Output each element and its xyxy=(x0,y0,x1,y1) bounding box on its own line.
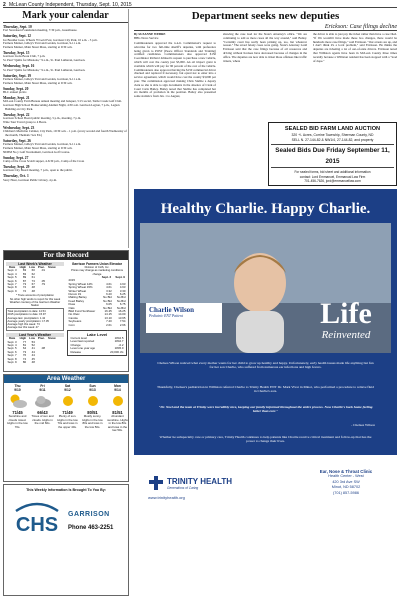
table-cell: 48 xyxy=(31,288,35,293)
story-col2-text: showing the case load for the State's Attorney's office. "We are continuing to add as more cases all the way around," said Bailey. "Certainly court has really been picking up, too, but whatever reason." The saved felony cases were going. State's Attorney Ladd Erickson said that the case filings because of oil resources and driving without licenses have decreased because of changes in the office. The deputies are now able to ticket those offenses like traffic tickets, where xyxy=(223,33,307,63)
weather-description: Abundant sunshine. Highs in the low 80s and lows in the low 50s. xyxy=(107,414,128,432)
ad-footer xyxy=(134,455,397,596)
table-header: Low xyxy=(29,336,35,341)
table-cell: 4.61 xyxy=(106,281,112,286)
table-cell: Winter Wheat xyxy=(68,288,87,293)
table-cell: 83 xyxy=(22,268,27,273)
table-cell: 48 xyxy=(31,360,35,365)
sun-icon xyxy=(83,393,103,409)
calendar-event: Fort Stevenson Foundation meeting, 7:30 p.m., Guesthouse. xyxy=(3,28,78,33)
for-the-record-box xyxy=(3,250,129,372)
tagline-life: Life xyxy=(320,297,372,330)
lake-level-title: Lake Level xyxy=(86,331,108,337)
auction-info: For sealed forms, bid sheet and additional information xyxy=(294,170,371,175)
table-cell: 7.54 xyxy=(119,319,126,324)
page-number: 2 xyxy=(3,2,6,8)
precip-line: Average yearly precipitation: 17.05 xyxy=(7,319,49,323)
lake-level-table xyxy=(69,337,125,354)
table-cell: 2.66 xyxy=(119,322,126,327)
table-cell: Durum #1 xyxy=(68,291,82,296)
calendar-event: Garrison High School Homecoming Alumni Night, 4:30 a.m. Garrison Legion, 7 p.m., Legion Building on City Park. xyxy=(3,102,120,111)
weather-dow: Thu xyxy=(14,384,21,388)
calendar-event: St. Paul "Quilts for Missions," 9 a.m., St. Paul Lutheran, Garrison. xyxy=(3,58,86,63)
table-cell: Sept. 7 xyxy=(7,282,17,287)
tagline-reinvented: Reinvented xyxy=(321,329,371,341)
table-cell: 62 xyxy=(31,271,35,276)
calendar-column xyxy=(3,9,129,248)
table-header: Snow xyxy=(47,265,56,269)
calendar-day: Tuesday, Sept. 29 xyxy=(3,165,30,170)
table-cell: No Bid xyxy=(116,298,126,303)
table-cell: 45 xyxy=(31,356,35,361)
table-cell: -0.2 xyxy=(118,342,124,347)
table-cell: 4.63 xyxy=(119,281,126,286)
table-cell xyxy=(36,290,46,293)
table-cell: 6.75 xyxy=(119,302,126,307)
weather-day xyxy=(105,384,130,480)
precip-summary xyxy=(6,308,64,331)
weather-dow: Mon xyxy=(114,384,121,388)
last-year-title: Last Year's Weather xyxy=(6,333,64,337)
table-cell: No Bid xyxy=(116,295,126,300)
table-cell: Sept. 5 xyxy=(7,275,17,280)
table-cell: Feed Barley xyxy=(68,298,85,303)
calendar-day: Saturday, Sept. 26 xyxy=(3,138,31,143)
table-cell: 77 xyxy=(22,339,27,344)
cross-icon xyxy=(148,475,164,491)
weather-description: Times of sun and clouds. Highs in the mid 60s. xyxy=(31,414,54,425)
last-week-title: Last Week's Weather xyxy=(6,262,64,266)
calendar-event: Farmers Market, Main Street Mass, starting at 9:30 a.m. xyxy=(3,146,73,150)
calendar-event: Garrison City Board meeting, 7 p.m., open to the public. xyxy=(3,168,73,173)
calendar-day: Sunday, Sept. 27 xyxy=(3,155,29,160)
table-header: Date xyxy=(8,336,16,341)
sponsor-box xyxy=(3,484,129,596)
elevator-title: Garrison Farmers Union Elevator xyxy=(71,262,123,266)
calendar-event: Garrison School Board public meeting, 5 p.m., meeting, 7 p.m. xyxy=(3,116,82,121)
clinic-line: (701) 857-5986 xyxy=(333,490,359,495)
table-cell: 3.30 xyxy=(119,288,126,293)
weather-note: No other high winds to report for this week xyxy=(9,297,61,301)
table-header: Prec. xyxy=(37,265,45,269)
calendar-day: Wednesday, Sept. 23 xyxy=(3,125,35,130)
weather-description: Mostly sunny. Highs in the low 80s and lows in the low 50s. xyxy=(82,414,103,429)
svg-text:CHS: CHS xyxy=(15,514,59,536)
table-cell: 48 xyxy=(31,285,35,290)
weather-temps: 80/51 xyxy=(87,410,98,415)
table-cell xyxy=(46,361,57,364)
ad-headline: Healthy Charlie. Happy Charlie. xyxy=(160,201,371,217)
calendar-event: BLC annual picnic. xyxy=(3,89,28,94)
calendar-event: Ice Boulder Gass, Wheels 'N Gold Fest, Garrison City Park, 10 a.m. - 3 p.m. xyxy=(3,37,98,42)
table-cell: Sept. 7 xyxy=(7,353,17,358)
clinic-address xyxy=(302,469,390,496)
table-cell: No Bid xyxy=(103,298,112,303)
calendar-event: Farmers Market, Main Street Mass, starting at 9:30 a.m. xyxy=(3,80,73,85)
weather-date: 9/14 xyxy=(114,388,121,392)
table-cell: 6.05 xyxy=(106,302,112,307)
weather-date: 9/11 xyxy=(39,388,46,392)
table-cell: 1842.5 xyxy=(114,335,124,340)
elevator-table xyxy=(67,276,127,327)
table-cell: No Bid xyxy=(103,295,112,300)
weather-temps: 66/43 xyxy=(37,410,48,415)
weather-note: Weather courtesy of the Garrison Weather Station xyxy=(9,300,61,308)
weather-day xyxy=(55,384,80,480)
table-cell: 7.40 xyxy=(106,319,112,324)
table-cell: 20,000 cfs xyxy=(110,349,124,354)
brand-url[interactable]: www.trinityhealth.org xyxy=(148,495,185,500)
table-cell: Sept. 5 xyxy=(7,346,17,351)
elevator-note: Prices may change as marketing conditions change xyxy=(71,269,123,276)
sponsor-title: This Weekly Information Is Brought To You By: xyxy=(26,488,106,492)
precip-line: Average high this week: 73 xyxy=(7,323,40,327)
ad-paragraph-3: Whether he subspecialty care or primary care, Trinity Health continues to help patients like Charlie receive critical treatment and follow-up that has the power to change their lives. xyxy=(159,435,372,444)
calendar-event: Camp of the Cross Scoldt supper, 4-6:30 p.m., Camp of the Cross xyxy=(3,159,85,164)
table-cell: .05 xyxy=(40,278,45,283)
auction-title: SEALED BID FARM LAND AUCTION xyxy=(284,126,381,132)
table-cell: Sept. 4 xyxy=(7,271,17,276)
table-cell: Sept. 4 xyxy=(7,343,17,348)
table-cell: 16.25 xyxy=(118,308,126,313)
table-header: Prec. xyxy=(37,336,45,341)
calendar-list xyxy=(3,25,128,182)
table-cell: .79 xyxy=(40,282,45,287)
calendar-day: Saturday, Sept. 12 xyxy=(3,34,31,39)
table-cell: 73 xyxy=(22,349,27,354)
table-cell: .08 xyxy=(40,346,45,351)
weather-description: Sunshine and clouds mixed. Highs in the low 70s. xyxy=(7,414,28,429)
table-header: Low xyxy=(29,265,35,269)
sun-icon xyxy=(58,393,78,409)
table-cell: Sept. 3 xyxy=(7,268,17,273)
ad-paragraph-1: Chelsea Wilson noticed what every mother wants for her child to grow up healthy and happy. Unfortunately, early health issues made life anything but fun for her son Charlie, who suffered from numerous ear infections and high fevers. xyxy=(157,361,374,370)
table-header: Sept. 9 xyxy=(115,274,125,279)
table-cell: 64 xyxy=(22,346,27,351)
life-reinvented xyxy=(302,299,390,341)
weather-dow: Fri xyxy=(40,384,45,388)
table-cell: 83 xyxy=(22,271,27,276)
table-cell xyxy=(46,290,57,293)
weather-temps: 81/51 xyxy=(112,410,123,415)
table-cell: 1842.7 xyxy=(114,339,124,344)
table-cell: 60 xyxy=(31,268,35,273)
brand-name: TRINITY HEALTH xyxy=(167,477,233,486)
table-cell: Peas xyxy=(68,302,76,307)
table-cell: Level last reported xyxy=(70,339,95,344)
table-cell: 6.20 xyxy=(106,291,112,296)
weather-date: 9/13 xyxy=(89,388,96,392)
precip-line: Average low this week: 47 xyxy=(7,326,39,330)
partly-cloudy-icon xyxy=(8,393,28,409)
elevator-sub: Division of CHS, Inc. xyxy=(84,266,110,269)
table-row xyxy=(6,290,57,293)
record-title: For the Record xyxy=(4,251,128,260)
table-cell: 44 xyxy=(31,353,35,358)
table-cell: 72 xyxy=(22,285,27,290)
table-cell: 67 xyxy=(31,282,35,287)
weather-date: 9/12 xyxy=(64,388,71,392)
auction-phone: 701-456-7626, jord@emmanuellaw.com xyxy=(304,179,361,183)
table-cell: 87 xyxy=(22,278,27,283)
table-cell: 81 xyxy=(22,343,27,348)
table-cell: Sept. 9 xyxy=(7,288,17,293)
table-cell: 41 xyxy=(31,346,35,351)
clinic-line: Minot, ND 58702 xyxy=(331,485,361,490)
table-cell: 73 xyxy=(22,282,27,287)
table-cell: No Oleic xyxy=(68,312,80,317)
table-header: Sept. 2 xyxy=(101,274,112,279)
calendar-day: Thursday, Oct. 1 xyxy=(3,174,29,179)
weather-date: 9/10 xyxy=(14,388,21,392)
table-cell: Canola xyxy=(68,315,78,320)
trinity-health-ad xyxy=(134,189,397,596)
precip-line: Total precipitation to date: 14.54 xyxy=(7,309,46,313)
area-weather-box xyxy=(3,374,129,482)
story-column-1 xyxy=(134,33,216,189)
weather-temps: 71/49 xyxy=(62,410,73,415)
calendar-event: Farmers Market, Main Street Mass, starting at 9:30 a.m. xyxy=(3,45,73,50)
table-cell: Sept. 8 xyxy=(7,285,17,290)
table-cell: 16.25 xyxy=(104,308,112,313)
table-cell: Oats xyxy=(68,305,75,310)
table-cell: 76 xyxy=(22,353,27,358)
table-cell: Sept. 8 xyxy=(7,356,17,361)
weather-day xyxy=(80,384,105,480)
calendar-event: Farmers Market, Gilley's Yard and Garden, Garrison, 9-11 a.m. xyxy=(3,41,82,46)
table-row xyxy=(69,351,125,354)
calendar-event: Children's Medicine Cabinet, City Park, 10:30 a.m. - 1 p.m. (every second and fourth Wednesday of the month, Thematic Sex Ed.) xyxy=(3,129,127,137)
auction-line-1: 320 +/- Acres, Corrine Township, Sherman County, ND xyxy=(291,133,374,137)
calendar-day: Tuesday, Sept. 15 xyxy=(3,51,30,56)
table-cell: Malting Barley xyxy=(68,295,87,300)
calendar-event: Farmers Market, Gilley's Yard and Garden, Garrison, 9-11 a.m. xyxy=(3,142,82,147)
clinic-line: Ear, Nose & Throat Clinic xyxy=(319,469,373,474)
table-cell: 52 xyxy=(31,343,35,348)
table-cell: 72 xyxy=(22,288,27,293)
table-cell xyxy=(36,361,46,364)
table-cell: Spring Wheat 15% xyxy=(68,285,93,290)
area-weather-title: Area Weather xyxy=(4,375,128,383)
elevator-prices xyxy=(67,262,127,356)
story-col3-text: the driver is able to just pay the ticket rather than have a case filed. "If I'm wouldn't have made these two changes, there would be hundreds more case filings," said Erickson. "Our arrests are up, and I don't think it's a local problem," said Erickson. He thinks the deputies are ticketing a lot of out-of-state drivers. Erickson noted that Williston agents have been in McLean County three times recently because a Williston resident has been stopped with a "load of dope." xyxy=(313,33,397,63)
byline-name: By SUZANNE WEBRE xyxy=(134,32,166,36)
table-cell: 89 xyxy=(22,275,27,280)
table-cell: 3.32 xyxy=(106,288,112,293)
table-cell: 74 xyxy=(22,356,27,361)
sun-icon xyxy=(108,393,128,409)
weather-note: * Trace amounts of precipitation xyxy=(16,294,54,298)
table-header: High xyxy=(19,336,27,341)
calendar-title: Mark your calendar xyxy=(3,9,128,23)
table-cell: 6.25 xyxy=(119,291,126,296)
table-cell: Release xyxy=(70,349,82,354)
clinic-line: 420 3rd Ave SW xyxy=(332,479,360,484)
lake-level-box xyxy=(67,330,127,356)
calendar-event: Wine Tour Travel group to 4 Bears. xyxy=(3,119,47,124)
calendar-event: Farmers Market, Gilley's Yard and Garden, Garrison, 9-11 a.m. xyxy=(3,76,82,81)
last-week-notes xyxy=(6,294,64,307)
table-cell: No Bid xyxy=(103,305,112,310)
table-cell: 1845.0 xyxy=(114,346,124,351)
table-cell: 2015 xyxy=(68,278,75,283)
table-cell: .01 xyxy=(40,268,45,273)
table-cell: 4.61 xyxy=(106,285,112,290)
table-cell: 44 xyxy=(31,349,35,354)
page-header xyxy=(3,2,397,8)
story-col1-text: Commissioners approved the n-n-h. Commission's request to advertise for two full-time sheriff's deputies, with preference being given to POST (Peace Officer Standards and Training) certified candidates. Commissioners also approved $150 Coordinator Richard Johnson's request to purchase a new vehicle, which will cost the county just $3,000. An oil impact grant is available which will pay for 90 percent of the cost of the vehicle. Commissioners also approved having the $150 commercial driver checked and replaced if necessary, but opted not to enter into a service agreement, which would have cost the county $3,000 per year. The commission approved making Chris Stubbe a deputy clerk so she is able to sign documents in the absence of Clerk of Court Carla Bailey. Bailey noted that Stubbe has completed her six months of probation in the position. Bailey also presented some statistics from Jan. 1 to August, xyxy=(134,42,216,99)
auction-line-2: SELL N. 27-144-82 & NW1/4, 27-144-82, and property xyxy=(291,137,374,142)
table-cell: 4.63 xyxy=(119,285,126,290)
calendar-day: Saturday, Sept. 19 xyxy=(3,73,31,78)
patient-name: Charlie Wilson xyxy=(149,306,195,314)
last-week-table xyxy=(6,266,57,293)
table-cell: Sept. 6 xyxy=(7,278,17,283)
table-cell: Sept. 9 xyxy=(7,360,17,365)
ad-quote-by: - Chelsea Wilson xyxy=(351,423,375,427)
table-cell: 13.10 xyxy=(104,315,112,320)
brand-sub: Generations of Caring xyxy=(167,486,199,490)
table-cell: Sept. 6 xyxy=(7,349,17,354)
table-cell: Spring Wheat 14% xyxy=(68,281,93,286)
ad-paragraph-2: Thankfully, Chelsea's pediatrician in Williston referred Charlie to Trinity Health ENT Dr. Mark Vivar in Minot, who performed a procedure to relieve fluid in Charlie's ears. xyxy=(156,385,375,394)
cloud-icon xyxy=(33,393,53,409)
table-cell: Current level xyxy=(70,335,87,340)
calendar-day: Tuesday, Sept. 22 xyxy=(3,112,30,117)
calendar-day: Monday, Sept. 21 xyxy=(3,95,30,100)
weather-temps: 71/45 xyxy=(12,410,23,415)
auction-bid-date: Sealed Bids Due Friday September 11, 2015 xyxy=(271,144,394,168)
weather-day xyxy=(5,384,30,480)
auction-contact: contact: Lord Emmanuel, Emmanual Law Firm xyxy=(299,174,366,179)
table-cell: Blkd Fund Sunflower xyxy=(68,308,96,313)
auction-ad xyxy=(268,122,397,186)
weather-description: Plenty of sun. Highs in the low 70s and lows in the upper 40s. xyxy=(57,414,78,429)
table-cell: No Bid xyxy=(116,305,126,310)
table-cell: 53 xyxy=(31,339,35,344)
sponsor-town: GARRISON xyxy=(68,511,110,518)
calendar-event: NDPM No y Golf Tournament, Garrison Golf Course. xyxy=(3,149,71,154)
patient-card xyxy=(146,303,222,333)
calendar-event: St. Paul "Quilts for Missions," 9 a.m., St. Paul Lutheran, Garrison. xyxy=(3,67,86,72)
table-cell: 14.15 xyxy=(104,312,112,317)
weather-dow: Sun xyxy=(89,384,96,388)
weather-day xyxy=(30,384,55,480)
table-header: Date xyxy=(8,265,16,269)
calendar-day: Sunday, Sept. 20 xyxy=(3,86,29,91)
table-cell: 73 xyxy=(31,278,35,283)
table-cell: 61 xyxy=(31,275,35,280)
paper-dateline: McLean County Independent, Thursday, Sept. 10, 2015 xyxy=(9,2,132,8)
calendar-event: McLean County Farm Bureau annual meeting and banquet, 5:15 social, Turtle Creek Golf Club. xyxy=(3,99,122,104)
table-header: High xyxy=(19,265,27,269)
table-cell: Change xyxy=(70,342,81,347)
chs-logo xyxy=(12,499,62,537)
table-cell: 14.00 xyxy=(118,312,126,317)
table-cell: 80 xyxy=(22,360,27,365)
last-week-weather xyxy=(6,262,64,364)
table-cell: 2.61 xyxy=(106,322,112,327)
table-cell: Sept. 3 xyxy=(7,339,17,344)
calendar-day: Thursday, Sept. 10 xyxy=(3,25,32,29)
table-cell: 13.65 xyxy=(118,315,126,320)
clinic-line: Health Center - West xyxy=(328,474,364,479)
calendar-event: Garrison Lions Book Club, 7 p.m. xyxy=(3,54,46,59)
precip-line: Average last: precipitation: 1.42 xyxy=(7,316,46,320)
table-cell: Soybeans xyxy=(68,319,82,324)
ad-quote: "Dr. Noel and the team at Trinity were incredibly nice, keeping our family informed throughout the entire process. Now Charlie's back home feeling better than ever." xyxy=(158,405,373,414)
table-header: Snow xyxy=(47,336,56,341)
sponsor-phone: Phone 463-2251 xyxy=(68,525,114,531)
patient-role: Pediatric ENT Patient xyxy=(149,314,183,318)
calendar-event: Story Hour, Garrison Public Library, 4 p.m. xyxy=(3,177,57,182)
table-row xyxy=(6,361,57,364)
story-subhead: Erickson: Case filings decline xyxy=(134,23,397,31)
last-year-table xyxy=(6,337,57,364)
weather-dow: Sat xyxy=(64,384,71,388)
table-cell: Corn xyxy=(68,322,75,327)
calendar-day: Wednesday, Sept. 16 xyxy=(3,64,35,69)
precip-line: 2015 precipitation to date: 15.97 xyxy=(7,313,46,317)
table-cell: Level one year ago xyxy=(70,346,96,351)
story-headline: Department seeks new deputies xyxy=(191,10,340,22)
byline-service: BHG News Service xyxy=(134,35,159,40)
table-row xyxy=(67,324,127,327)
